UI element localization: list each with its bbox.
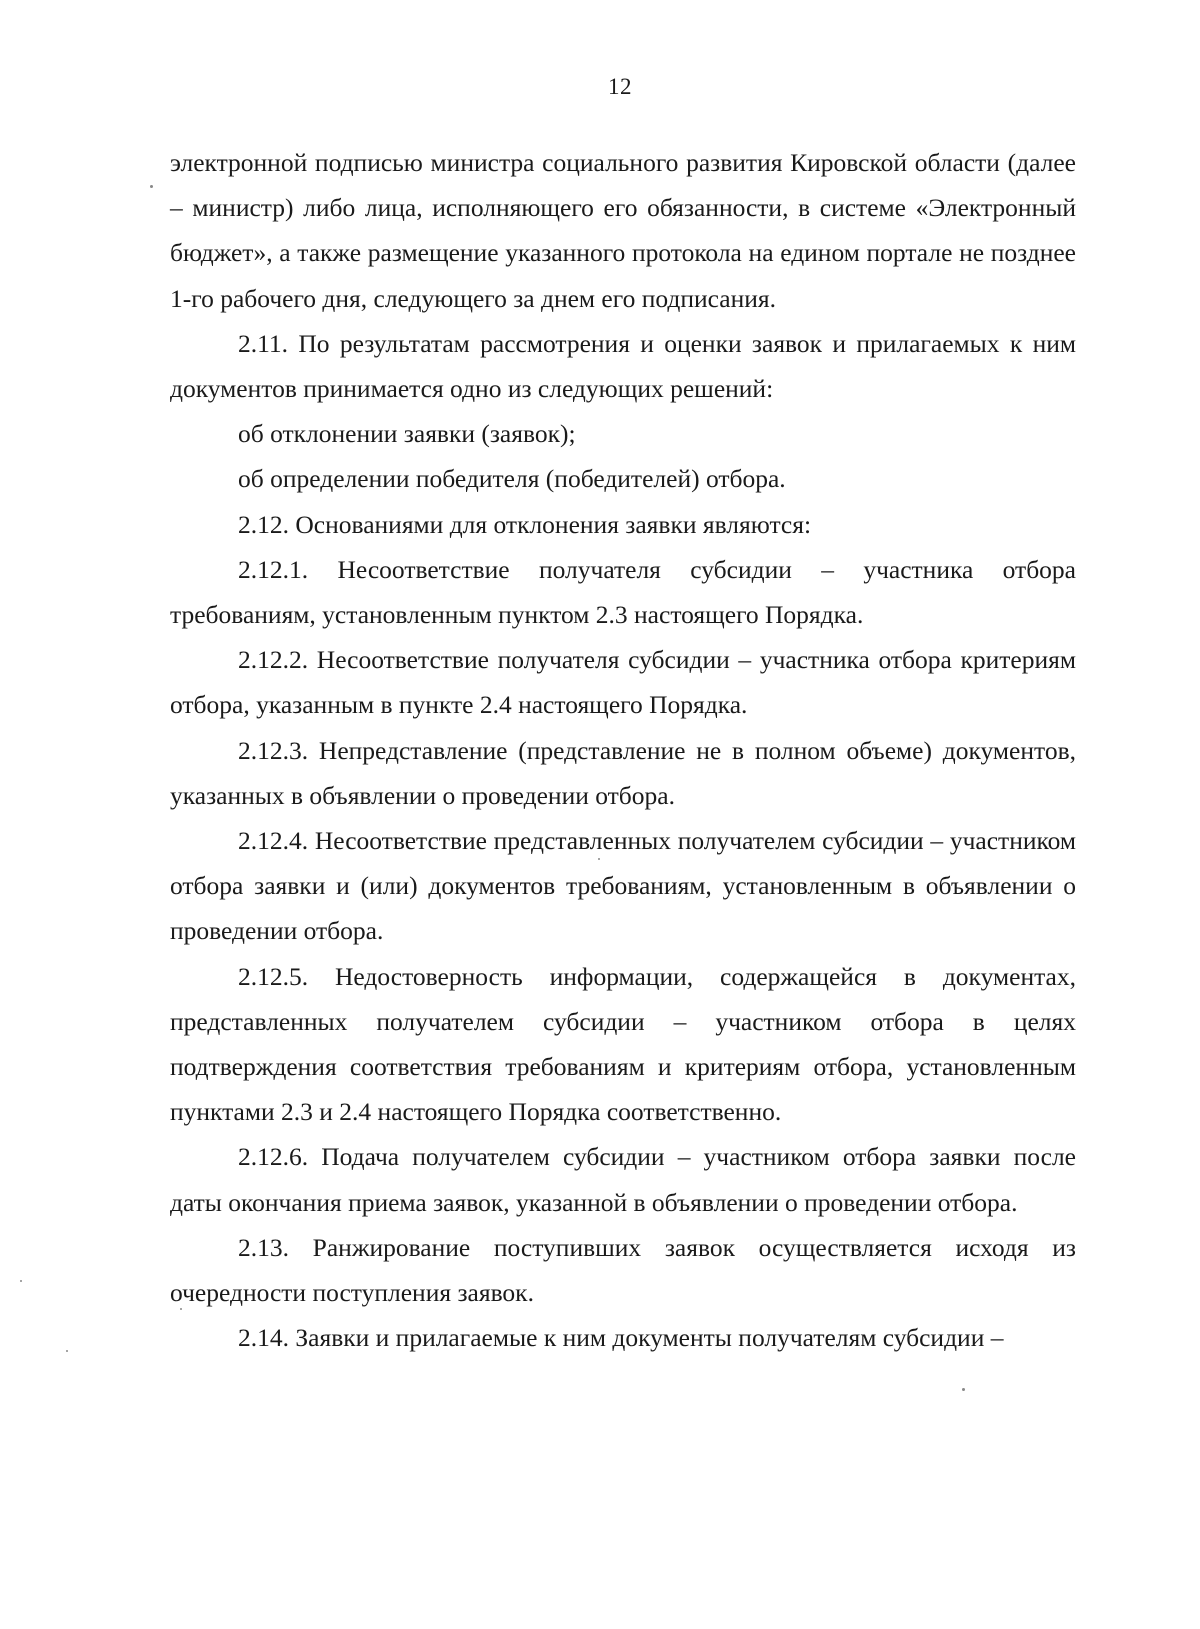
paragraph-2-12-4: 2.12.4. Несоответствие представленных получателем субсидии – участником отбора заявки и (или) документов требованиям, установленным в объявлении о проведении отбора. (170, 826, 1076, 946)
paragraph-2-12-1: 2.12.1. Несоответствие получателя субсидии – участника отбора требованиям, установленным пунктом 2.3 настоящего Порядка. (170, 554, 1076, 630)
paragraph-decision-winner: об определении победителя (победителей) отбора. (238, 464, 786, 494)
paragraph-continuation: электронной подписью министра социального развития Кировской области (далее – министр) либо лица, исполняющего его обязанности, в системе «Электронный бюджет», а также размещение указанного протокола на едином портале не позднее 1-го рабочего дня, следующего за днем его подписания. (170, 148, 1076, 313)
document-body (170, 140, 1076, 1360)
paragraph-2-12-2: 2.12.2. Несоответствие получателя субсидии – участника отбора критериям отбора, указанным в пункте 2.4 настоящего Порядка. (170, 645, 1076, 720)
scan-speck (180, 1308, 182, 1310)
scan-speck (962, 1388, 965, 1391)
page-number: 12 (608, 74, 632, 99)
paragraph-2-11: 2.11. По результатам рассмотрения и оценки заявок и прилагаемых к ним документов принимается одно из следующих решений: (170, 328, 1076, 404)
paragraph-2-12-6: 2.12.6. Подача получателем субсидии – участником отбора заявки после даты окончания приема заявок, указанной в объявлении о проведении отбора. (170, 1142, 1076, 1217)
scan-speck (20, 1280, 22, 1282)
paragraph-2-13: 2.13. Ранжирование поступивших заявок осуществляется исходя из очередности поступления заявок. (170, 1232, 1076, 1308)
paragraph-2-12-3: 2.12.3. Непредставление (представление не в полном объеме) документов, указанных в объявлении о проведении отбора. (170, 735, 1076, 810)
paragraph-2-12-5: 2.12.5. Недостоверность информации, содержащейся в документах, представленных получателем субсидии – участником отбора в целях подтверждения соответствия требованиям и критериям отбора, установленным пунктами 2.3 и 2.4 настоящего Порядка соответственно. (170, 961, 1076, 1127)
scan-speck (598, 858, 600, 860)
paragraph-2-14: 2.14. Заявки и прилагаемые к ним документы получателям субсидии – (238, 1323, 1004, 1353)
paragraph-decision-reject: об отклонении заявки (заявок); (238, 419, 576, 449)
paragraph-2-12: 2.12. Основаниями для отклонения заявки являются: (238, 509, 812, 539)
scan-speck (66, 1350, 68, 1352)
scan-speck (150, 185, 153, 188)
